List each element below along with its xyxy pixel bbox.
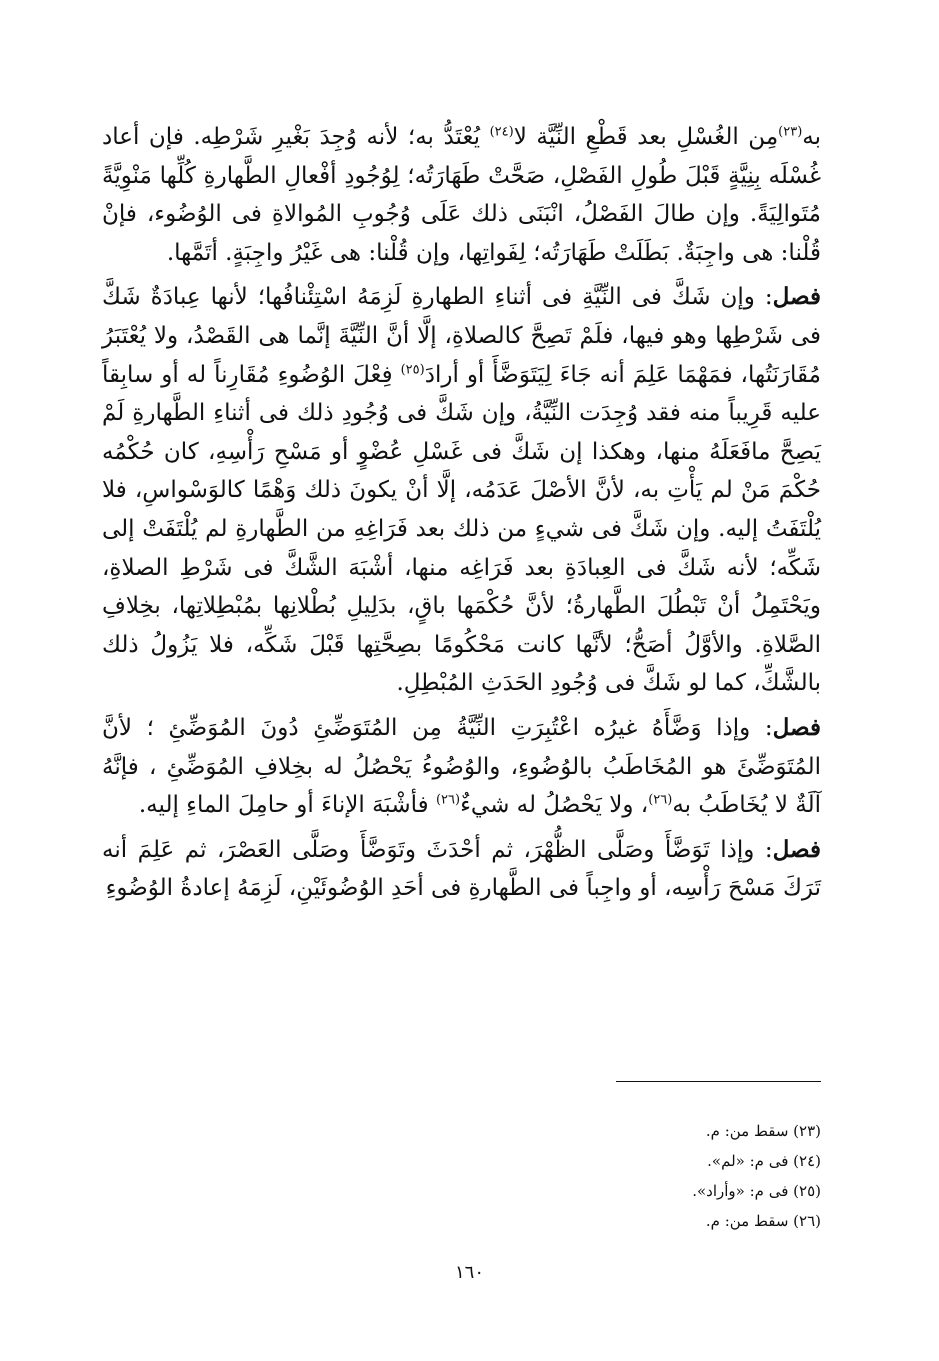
footnote: (٢٣) سقط من: م. [705, 1122, 821, 1140]
section-heading: فصل [772, 283, 821, 311]
footnote-marker: (٢٦) [435, 792, 461, 808]
footnote: (٢٦) سقط من: م. [705, 1212, 821, 1230]
footnote-marker: (٢٤) [489, 124, 514, 140]
text-run: يُعْتَدُّ به؛ لأنه وُجِدَ بَغْيرِ شَرْطِه. فإن أعاد غُسْلَه بِنِيَّةٍ قَبْلَ طُولِ الفَصْلِ، صَحَّتْ طَهَارَتُه؛ لِوُجُودِ أفْعالِ الطَّهارةِ كُلِّها مَنْوِيَّةً مُتَوالِيَةً. وإن طالَ الفَصْلُ، انْبَنَى ذلك عَلَى وُجُوبِ المُوالاةِ فى الوُضُوء، فإنْ قُلْنا: هى واجِبَةٌ. بَطَلَتْ طَهَارَتُه؛ لِفَواتِها، وإن قُلْنا: هى غَيْرُ واجِبَةٍ. أتَمَّها. [102, 124, 821, 266]
section-heading: فصل [772, 713, 821, 741]
paragraph [102, 118, 821, 272]
footnote-marker: (٢٥) [400, 361, 425, 377]
footnote-divider [616, 1081, 821, 1082]
text-run: مِن الغُسْلِ بعد قَطْعِ النِّيَّة لا [513, 124, 779, 150]
section-heading: فصل [772, 835, 821, 863]
footnote-marker: (٢٦) [648, 792, 673, 808]
text-run: : وإذا تَوَضَّأَ وصَلَّى الظُّهْرَ، ثم أحْدَثَ وتَوَضَّأَ وصَلَّى العَصْرَ، ثم عَلِمَ أنه تَرَكَ مَسْحَ رَأْسِه، أو واجِباً فى الطَّهارةِ فى أحَدِ الوُضُوئَيْنِ، لَزِمَهُ إعادةُ الوُضُوءِ [102, 836, 821, 902]
text-run: : وإن شَكَّ فى النِّيَّةِ فى أثناءِ الطهارةِ لَزِمَهُ اسْتِئْنافُها؛ لأنها عِبادَةٌ شَكَّ فى شَرْطِها وهو فيها، فلَمْ تَصِحَّ كالصلاةِ، إلَّا أنَّ النِّيَّةَ إنَّما هى القَصْدُ، ولا يُعْتَبَرُ مُقَارَنَتُها، فمَهْمَا عَلِمَ أنه جَاءَ لِيَتَوَضَّأَ أو أرادَ [102, 284, 821, 388]
footnote-marker: (٢٣) [778, 124, 803, 140]
footnote: (٢٥) فى م: «وأراد». [692, 1182, 821, 1200]
text-run: ، ولا يَحْصُلُ له شيءٌ [460, 792, 649, 819]
paragraph [102, 709, 821, 825]
paragraph [102, 831, 821, 908]
text-run: به [802, 124, 821, 150]
main-text [102, 118, 821, 908]
page-number: ١٦٠ [454, 1262, 484, 1283]
text-run: فِعْلَ الوُضُوءِ مُقَارِناً له أو سابِقاً عليه قَرِيباً منه فقد وُجِدَت النِّيَّةُ، وإن شَكَّ فى وُجُودِ ذلك فى أثناءِ الطَّهارةِ لَمْ يَصِحَّ مافَعَلَهُ منها، وهكذا إن شَكَّ فى غَسْلِ عُضْوٍ أو مَسْحِ رَأْسِهِ، كان حُكْمُه حُكْمَ مَنْ لم يَأْتِ به، لأنَّ الأصْلَ عَدَمُه، إلَّا أنْ يكونَ ذلك وَهْمًا كالوَسْواسِ، فلا يُلْتَفَتُ إليه. وإن شَكَّ فى شيءٍ من ذلك بعد فَرَاغِهِ من الطَّهارةِ لم يُلْتَفَتْ إلى شَكِّه؛ لأنه شَكَّ فى العِبادَةِ بعد فَرَاغِه منها، أشْبَهَ الشَّكَّ فى شَرْطِ الصلاةِ، ويَحْتَمِلُ أنْ تَبْطُلَ الطَّهارةُ؛ لأنَّ حُكْمَها باقٍ، بدَلِيلِ بُطْلانِها بمُبْطِلاتِها، بخِلافِ الصَّلاةِ. والأوَّلُ أصَحُّ؛ لأنَّها كانت مَحْكُومًا بصِحَّتِها قَبْلَ شَكِّه، فلا يَزُولُ ذلك بالشَّكِّ، كما لو شَكَّ فى وُجُودِ الحَدَثِ المُبْطِلِ. [102, 361, 821, 697]
text-run: : وإذا وَضَّأَهُ غيرُه اعْتُبِرَتِ النِّيَّةُ مِن المُتَوَضِّئِ دُونَ المُوَضِّئِ ؛ لأنَّ المُتَوَضِّئَ هو المُخَاطَبُ بالوُضُوءِ، والوُضُوءُ يَحْصُلُ له بخِلافِ المُوَضِّئِ ، فإنَّهُ آلَةٌ لا يُخَاطَبُ به [102, 714, 821, 819]
paragraph [102, 278, 821, 703]
footnote: (٢٤) فى م: «لم». [707, 1152, 821, 1170]
text-run: فأشْبَهَ الإناءَ أو حامِلَ الماءِ إليه. [138, 792, 436, 819]
footnotes [401, 1116, 821, 1236]
